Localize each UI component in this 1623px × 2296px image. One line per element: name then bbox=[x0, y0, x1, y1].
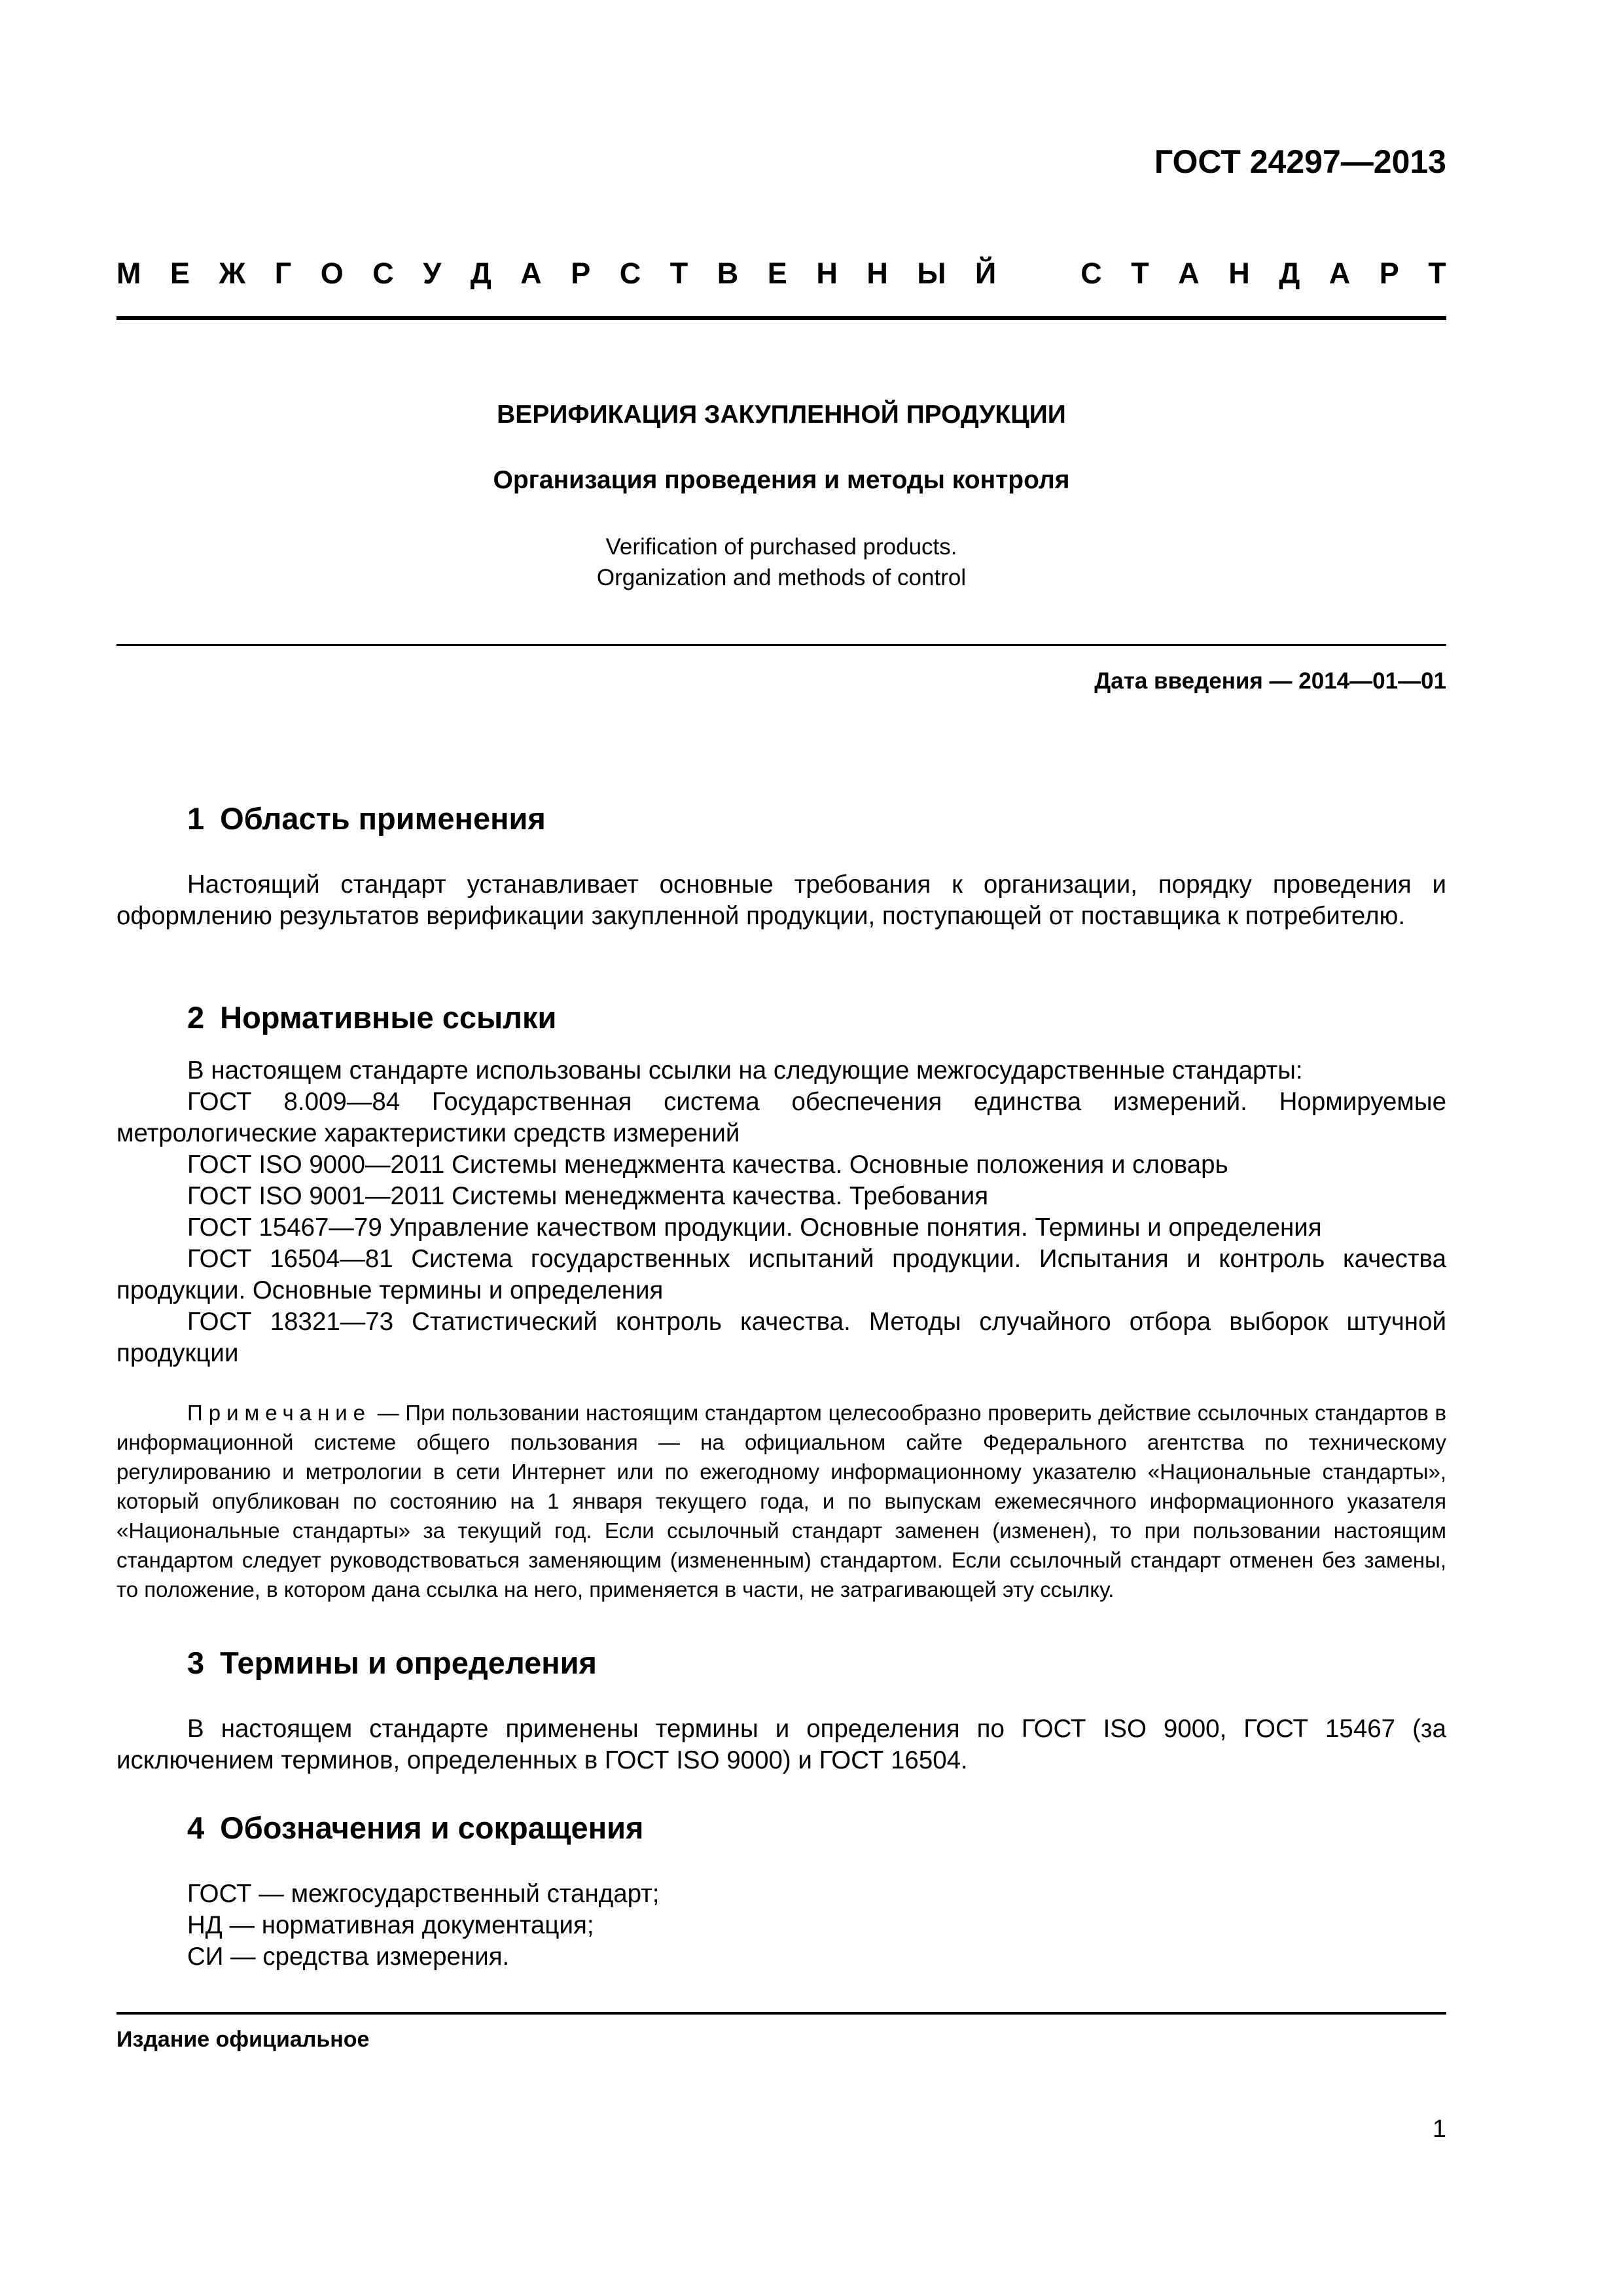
section-title: Обозначения и сокращения bbox=[220, 1810, 644, 1845]
abbreviation-item: СИ — средства измерения. bbox=[187, 1943, 510, 1971]
section-number: 2 bbox=[187, 1000, 205, 1035]
document-number: ГОСТ 24297—2013 bbox=[1154, 143, 1446, 180]
heading-letter: Д bbox=[1279, 257, 1300, 290]
reference-item: ГОСТ 15467—79 Управление качеством продукции. Основные понятия. Термины и определения bbox=[187, 1213, 1322, 1242]
heading-letter: Т bbox=[669, 257, 688, 290]
heading-letter: С bbox=[1080, 257, 1102, 290]
heading-letter: Ж bbox=[219, 257, 246, 290]
section-title: Термины и определения bbox=[220, 1645, 597, 1680]
section-title: Нормативные ссылки bbox=[220, 1000, 557, 1035]
heading-letter: Е bbox=[767, 257, 787, 290]
heading-letter: Г bbox=[274, 257, 292, 290]
heading-letter: А bbox=[520, 257, 542, 290]
abbreviations-list bbox=[187, 1878, 660, 1973]
section-2-body bbox=[116, 1055, 1446, 1369]
title-english-line-2: Organization and methods of control bbox=[596, 565, 967, 590]
heading-letter: Т bbox=[1428, 257, 1446, 290]
page-number: 1 bbox=[1432, 2115, 1446, 2143]
heading-letter: Н bbox=[866, 257, 888, 290]
section-1-heading bbox=[187, 800, 546, 836]
heading-letter: В bbox=[717, 257, 739, 290]
section-number: 4 bbox=[187, 1810, 205, 1845]
document-subtitle: Организация проведения и методы контроля bbox=[493, 466, 1070, 494]
section-number: 3 bbox=[187, 1645, 205, 1680]
footer-rule bbox=[116, 2012, 1446, 2015]
heading-letter: Д bbox=[470, 257, 491, 290]
section-2-heading bbox=[187, 999, 556, 1035]
note-text: — При пользовании настоящим стандартом целесообразно проверить действие ссылочных стандартов в информационной системе общего пользования — на официальном сайте Федерального агентства по техническому регулированию и метрологии в сети Интернет или по ежегодному информационному указателю «Национальные стандарты», который опубликован по состоянию на 1 января текущего года, и по выпускам ежемесячного информационного указателя «Национальные стандарты» за текущий год. Если ссылочный стандарт заменен (изменен), то при пользовании настоящим стандартом следует руководствоваться заменяющим (измененным) стандартом. Если ссылочный стандарт отменен без замены, то положение, в котором дана ссылка на него, применяется в части, не затрагивающей эту ссылку. bbox=[116, 1401, 1446, 1602]
section-4-heading bbox=[187, 1810, 643, 1846]
heading-letter: Ы bbox=[917, 257, 946, 290]
heading-letter: О bbox=[320, 257, 344, 290]
paragraph: В настоящем стандарте применены термины и определения по ГОСТ ISO 9000, ГОСТ 15467 (за исключением терминов, определенных в ГОСТ ISO 9000) и ГОСТ 16504. bbox=[116, 1715, 1446, 1774]
introduction-date: Дата введения — 2014—01—01 bbox=[1094, 668, 1446, 694]
reference-item: ГОСТ ISO 9000—2011 Системы менеджмента качества. Основные положения и словарь bbox=[187, 1151, 1228, 1179]
heading-letter: А bbox=[1329, 257, 1351, 290]
heading-letter: Й bbox=[974, 257, 997, 290]
section-1-body bbox=[116, 869, 1446, 932]
heading-letter: Е bbox=[170, 257, 190, 290]
heading-letter: С bbox=[619, 257, 641, 290]
references-note bbox=[116, 1398, 1446, 1604]
title-rule bbox=[116, 644, 1446, 646]
heading-letter: Н bbox=[816, 257, 838, 290]
section-number: 1 bbox=[187, 801, 205, 836]
note-label: Примечание bbox=[187, 1401, 372, 1425]
heading-letter: Т bbox=[1131, 257, 1149, 290]
heading-letter: Р bbox=[571, 257, 591, 290]
abbreviation-item: ГОСТ — межгосударственный стандарт; bbox=[187, 1880, 660, 1908]
heading-letter: М bbox=[116, 257, 141, 290]
heading-letter: Р bbox=[1379, 257, 1399, 290]
paragraph: В настоящем стандарте использованы ссылки на следующие межгосударственные стандарты: bbox=[187, 1056, 1303, 1085]
reference-item: ГОСТ 16504—81 Система государственных испытаний продукции. Испытания и контроль качества продукции. Основные термины и определения bbox=[116, 1245, 1446, 1304]
document-title: ВЕРИФИКАЦИЯ ЗАКУПЛЕННОЙ ПРОДУКЦИИ bbox=[497, 401, 1066, 429]
heading-letter: Н bbox=[1228, 257, 1250, 290]
document-title-english bbox=[116, 531, 1446, 593]
abbreviation-item: НД — нормативная документация; bbox=[187, 1911, 594, 1939]
header-rule bbox=[116, 316, 1446, 320]
section-3-body bbox=[116, 1713, 1446, 1776]
heading-letter: С bbox=[372, 257, 394, 290]
title-english-line-1: Verification of purchased products. bbox=[605, 534, 957, 560]
reference-item: ГОСТ 8.009—84 Государственная система обеспечения единства измерений. Нормируемые метрологические характеристики средств измерений bbox=[116, 1088, 1446, 1147]
section-title: Область применения bbox=[220, 801, 546, 836]
reference-item: ГОСТ ISO 9001—2011 Системы менеджмента качества. Требования bbox=[187, 1182, 989, 1210]
word-gap bbox=[1026, 257, 1052, 291]
edition-label: Издание официальное bbox=[116, 2027, 370, 2052]
heading-letter: А bbox=[1178, 257, 1200, 290]
paragraph: Настоящий стандарт устанавливает основные требования к организации, порядку проведения и оформлению результатов верификации закупленной продукции, поступающей от поставщика к потребителю. bbox=[116, 870, 1446, 930]
reference-item: ГОСТ 18321—73 Статистический контроль качества. Методы случайного отбора выборок штучной продукции bbox=[116, 1308, 1446, 1367]
heading-letter: У bbox=[423, 257, 442, 290]
section-3-heading bbox=[187, 1645, 597, 1681]
document-kind-heading bbox=[116, 257, 1446, 291]
